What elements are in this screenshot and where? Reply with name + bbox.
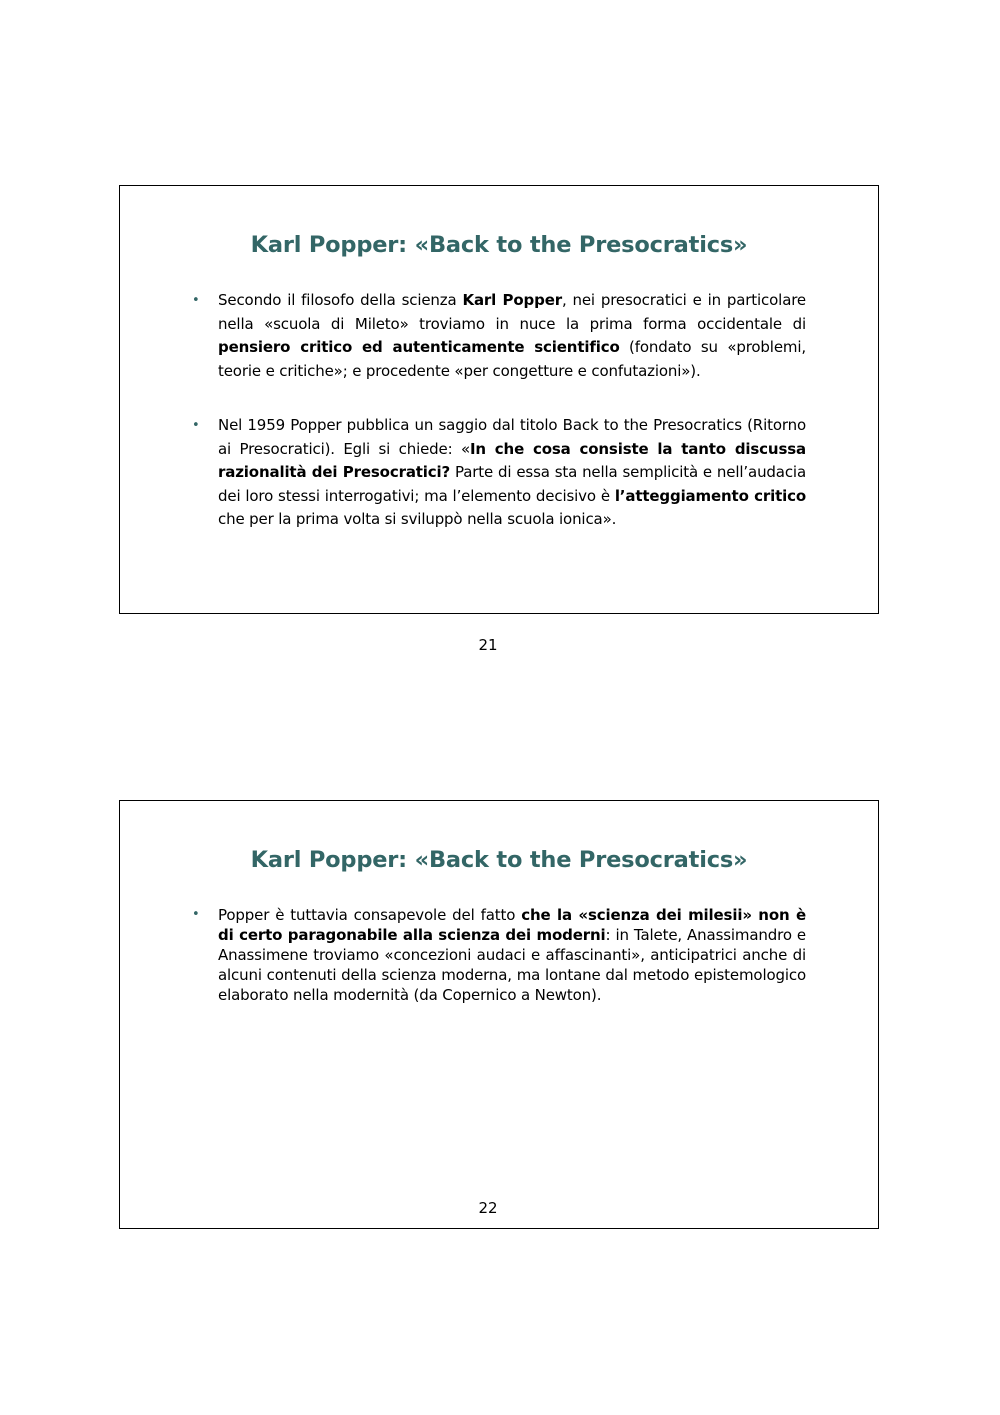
bullet-list xyxy=(192,289,806,532)
bullet-text-segment: Parte di essa sta nella semplicità e nell’audacia dei loro stessi interrogativi; ma l’elemento decisivo è xyxy=(218,463,806,505)
bullet-item xyxy=(192,414,806,532)
bullet-item xyxy=(192,905,806,1005)
bullet-text-segment: Nel 1959 Popper pubblica un saggio dal titolo Back to the Presocratics (Ritorno ai Presocratici). Egli si chiede: « xyxy=(218,416,806,458)
bullet-list xyxy=(192,905,806,1005)
bullet-text-bold: pensiero critico ed autenticamente scientifico xyxy=(218,338,620,356)
bullet-text-bold: che la «scienza dei milesii» non è di certo paragonabile alla scienza dei moderni xyxy=(218,906,806,944)
bullet-text-bold: l’atteggiamento critico xyxy=(614,486,806,505)
bullet-text-bold: Karl Popper xyxy=(462,291,562,309)
bullet-text-segment: , nei presocratici e in particolare nella «scuola di Mileto» troviamo in nuce la prima forma occidentale di xyxy=(218,291,807,333)
slide-title: Karl Popper: «Back to the Presocratics» xyxy=(250,847,748,873)
page-number: 22 xyxy=(478,1199,498,1217)
slide-title: Karl Popper: «Back to the Presocratics» xyxy=(250,232,748,258)
bullet-text-segment: che per la prima volta si sviluppò nella scuola ionica». xyxy=(218,510,617,528)
bullet-icon: • xyxy=(192,418,200,433)
bullet-icon: • xyxy=(192,293,200,308)
bullet-item xyxy=(192,289,806,383)
bullet-text-segment: Popper è tuttavia consapevole del fatto xyxy=(218,906,522,924)
bullet-text-segment: (fondato su «problemi, teorie e critiche»; e procedente «per congetture e confutazioni»). xyxy=(218,338,806,380)
bullet-text-segment: Secondo il filosofo della scienza xyxy=(218,291,463,309)
bullet-icon: • xyxy=(192,907,200,922)
slide-2 xyxy=(119,800,879,1229)
page-number: 21 xyxy=(478,636,498,654)
slide-1 xyxy=(119,185,879,614)
bullet-text-segment: : in Talete, Anassimandro e Anassimene troviamo «concezioni audaci e affascinanti», anticipatrici anche di alcuni contenuti della scienza moderna, ma lontane dal metodo epistemologico elaborato nella modernità (da Copernico a Newton). xyxy=(218,926,806,1004)
bullet-text-bold: In che cosa consiste la tanto discussa razionalità dei Presocratici? xyxy=(218,439,806,481)
